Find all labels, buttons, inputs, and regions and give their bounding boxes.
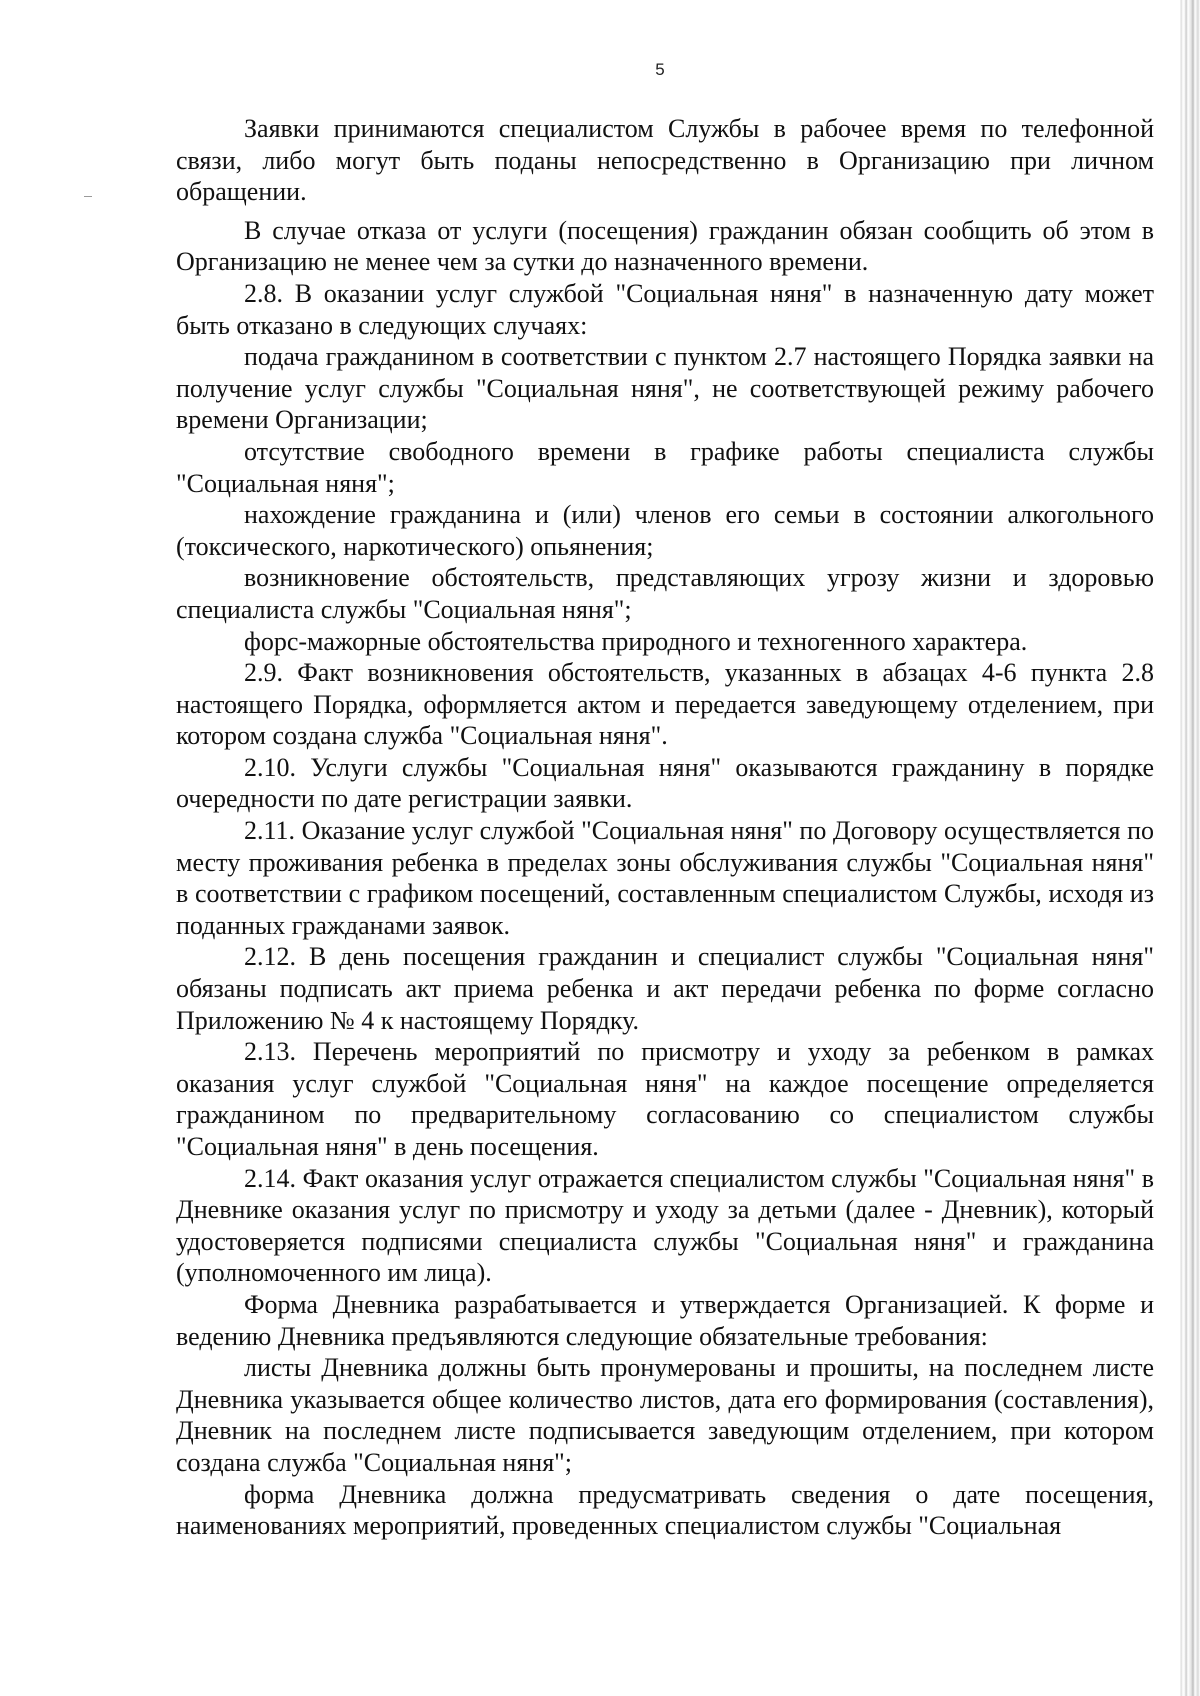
paragraph-2-13: 2.13. Перечень мероприятий по присмотру и уходу за ребенком в рамках оказания услуг службой "Социальная няня" на каждое посещение определяется гражданином по предварительному согласованию со специалистом службы "Социальная няня" в день посещения. bbox=[176, 1037, 1154, 1161]
list-item-diary-content: форма Дневника должна предусматривать сведения о дате посещения, наименованиях мероприятий, проведенных специалистом службы "Социальная bbox=[176, 1479, 1154, 1541]
paragraph-2-11: 2.11. Оказание услуг службой "Социальная няня" по Договору осуществляется по месту проживания ребенка в пределах зоны обслуживания службы "Социальная няня" в соответствии с графиком посещений, составленным специалистом Службы, исходя из поданных гражданами заявок. bbox=[176, 816, 1154, 940]
document-body bbox=[176, 113, 1154, 1542]
page-number: 5 bbox=[655, 60, 665, 79]
list-item-no-free-time: отсутствие свободного времени в графике работы специалиста службы "Социальная няня"; bbox=[176, 436, 1154, 498]
list-item-force-majeure: форс-мажорные обстоятельства природного и техногенного характера. bbox=[244, 626, 1028, 656]
scan-stray-mark bbox=[84, 196, 92, 197]
scan-edge-artifact bbox=[1176, 0, 1200, 1696]
paragraph-diary-form: Форма Дневника разрабатывается и утверждается Организацией. К форме и ведению Дневника предъявляются следующие обязательные требования: bbox=[176, 1289, 1154, 1351]
list-item-schedule-mismatch: подача гражданином в соответствии с пунктом 2.7 настоящего Порядка заявки на получение услуг службы "Социальная няня", не соответствующей режиму рабочего времени Организации; bbox=[176, 342, 1154, 435]
list-item-threat: возникновение обстоятельств, представляющих угрозу жизни и здоровью специалиста службы "Социальная няня"; bbox=[176, 563, 1154, 624]
list-item-intoxication: нахождение гражданина и (или) членов его семьи в состоянии алкогольного (токсического, наркотического) опьянения; bbox=[176, 500, 1154, 561]
paragraph-2-14: 2.14. Факт оказания услуг отражается специалистом службы "Социальная няня" в Дневнике оказания услуг по присмотру и уходу за детьми (далее - Дневник), который удостоверяется подписями специалиста службы "Социальная няня" и гражданина (уполномоченного им лица). bbox=[176, 1163, 1154, 1288]
paragraph-2-8: 2.8. В оказании услуг службой "Социальная няня" в назначенную дату может быть отказано в следующих случаях: bbox=[176, 278, 1154, 340]
list-item-diary-sheets: листы Дневника должны быть пронумерованы и прошиты, на последнем листе Дневника указывается общее количество листов, дата его формирования (составления), Дневник на последнем листе подписывается заведующим отделением, при котором создана служба "Социальная няня"; bbox=[176, 1353, 1154, 1477]
paragraph-2-9: 2.9. Факт возникновения обстоятельств, указанных в абзацах 4-6 пункта 2.8 настоящего Порядка, оформляется актом и передается заведующему отделением, при котором создана служба "Социальная няня". bbox=[176, 658, 1154, 751]
paragraph-2-12: 2.12. В день посещения гражданин и специалист службы "Социальная няня" обязаны подписать акт приема ребенка и акт передачи ребенка по форме согласно Приложению № 4 к настоящему Порядку. bbox=[176, 942, 1154, 1035]
paragraph-applications: Заявки принимаются специалистом Службы в рабочее время по телефонной связи, либо могут быть поданы непосредственно в Организацию при личном обращении. bbox=[176, 114, 1154, 207]
paragraph-refusal-notice: В случае отказа от услуги (посещения) гражданин обязан сообщить об этом в Организацию не менее чем за сутки до назначенного времени. bbox=[176, 215, 1154, 277]
paragraph-2-10: 2.10. Услуги службы "Социальная няня" оказываются гражданину в порядке очередности по дате регистрации заявки. bbox=[176, 752, 1154, 814]
